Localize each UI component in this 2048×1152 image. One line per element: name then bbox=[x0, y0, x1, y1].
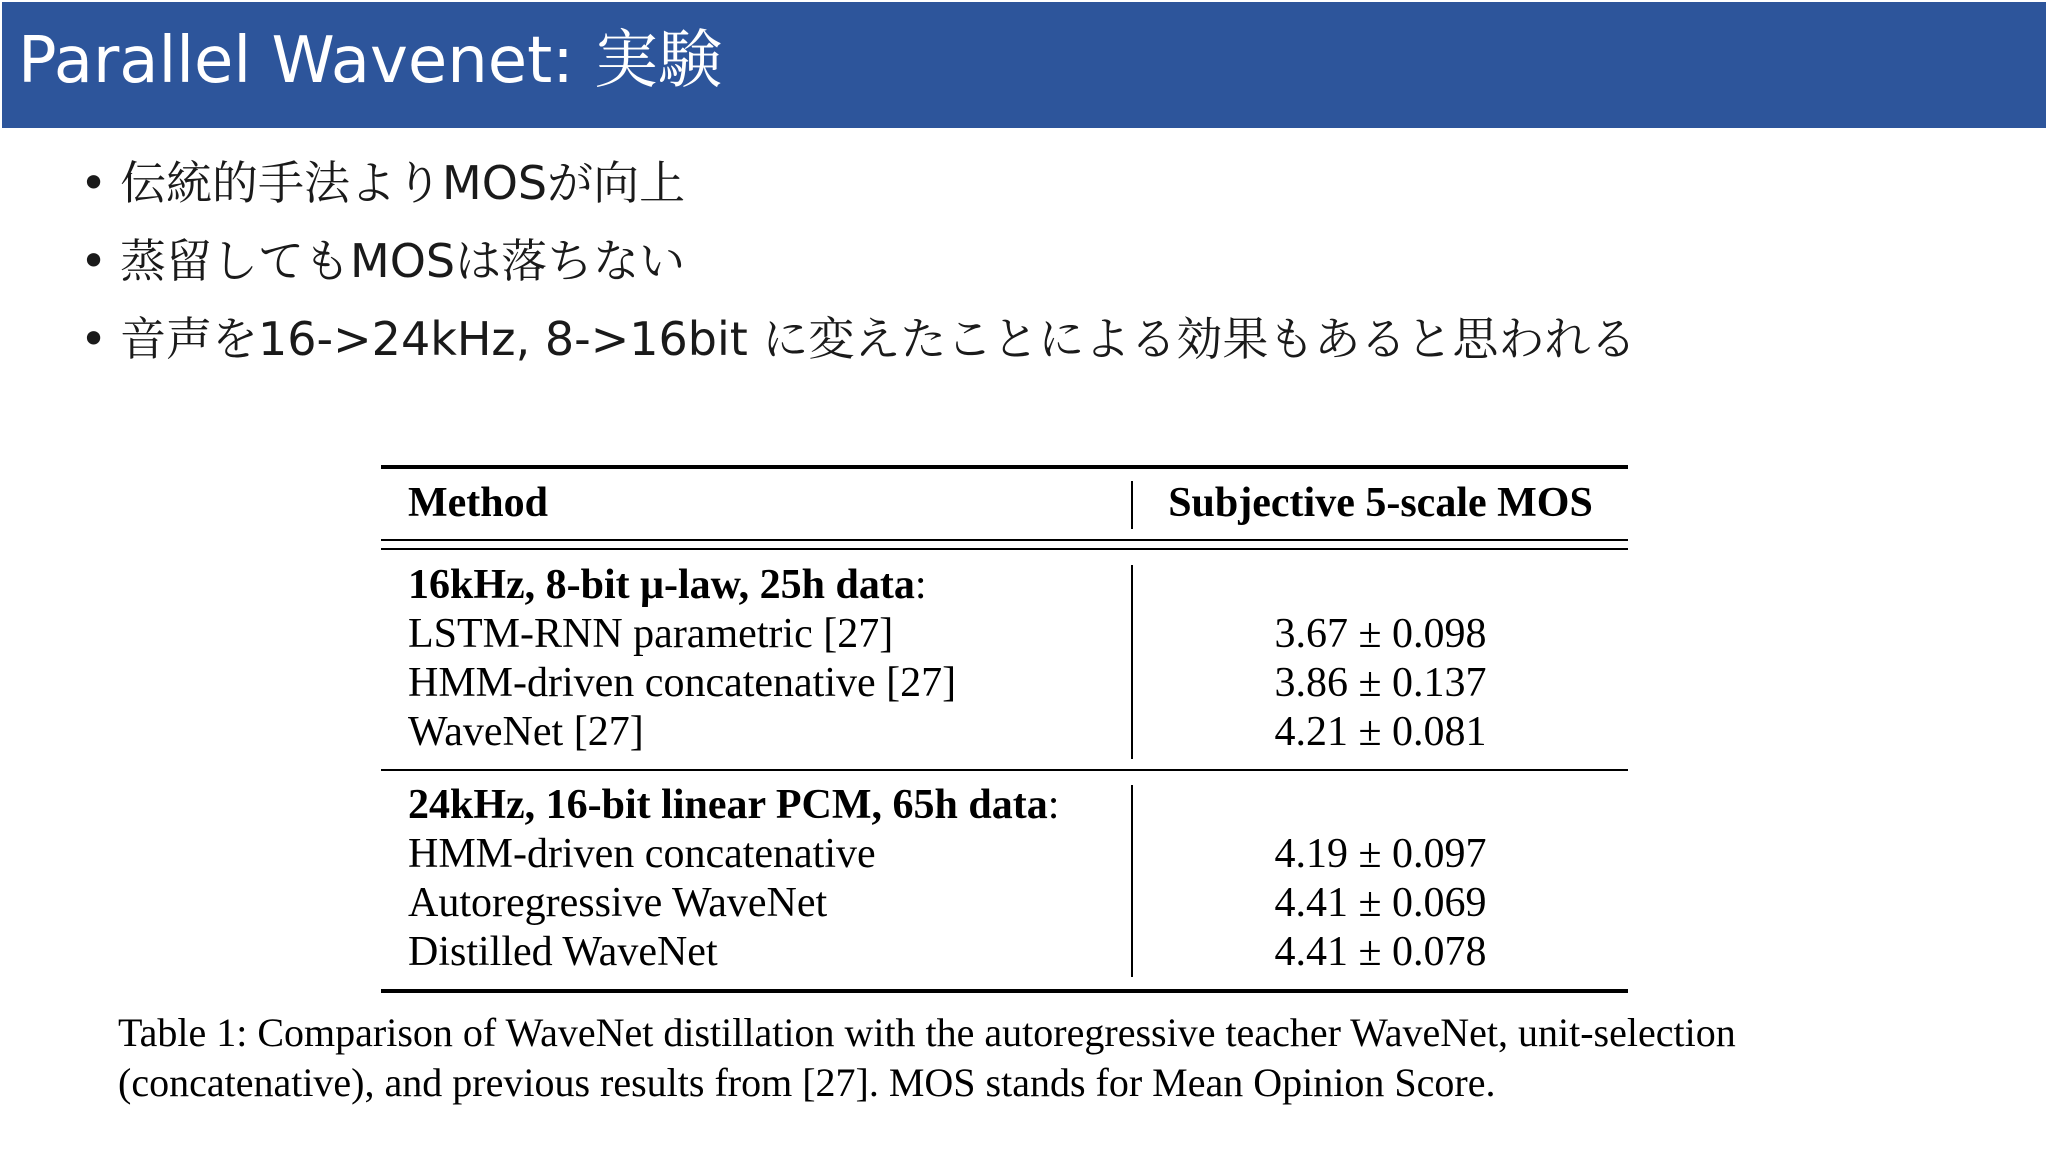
bullet-text: 伝統的手法よりMOSが向上 bbox=[120, 156, 686, 210]
group-heading-label: 24kHz, 16-bit linear PCM, 65h data bbox=[408, 782, 1048, 828]
bullet-dot: • bbox=[80, 156, 108, 210]
bullet-text: 音声を16->24kHz, 8->16bit に変えたことによる効果もあると思われる bbox=[120, 312, 1637, 366]
group-heading bbox=[408, 781, 1059, 829]
method-cell: WaveNet [27] bbox=[408, 709, 644, 755]
method-cell: HMM-driven concatenative [27] bbox=[408, 660, 957, 706]
header-method: Method bbox=[408, 480, 548, 526]
bullet-dot: • bbox=[80, 234, 108, 288]
table-top-rule bbox=[381, 465, 1628, 469]
group-heading-label: 16kHz, 8-bit μ-law, 25h data bbox=[408, 562, 915, 608]
bullet-item bbox=[80, 306, 1636, 384]
mos-cell: 4.41 ± 0.078 bbox=[1274, 929, 1487, 975]
group-separator-rule bbox=[381, 769, 1628, 771]
bullet-dot: • bbox=[80, 312, 108, 366]
header-rule-1 bbox=[381, 539, 1628, 541]
mos-cell: 4.41 ± 0.069 bbox=[1274, 880, 1487, 926]
mos-cell: 4.19 ± 0.097 bbox=[1274, 831, 1487, 877]
bullet-text: 蒸留してもMOSは落ちない bbox=[120, 234, 686, 288]
group-heading bbox=[408, 561, 927, 609]
mos-cell: 4.21 ± 0.081 bbox=[1274, 709, 1487, 755]
bullet-item bbox=[80, 228, 1636, 306]
group-heading-colon: : bbox=[914, 562, 927, 608]
group-heading-colon: : bbox=[1047, 782, 1060, 828]
caption-line: Table 1: Comparison of WaveNet distillation with the autoregressive teacher WaveNet, unit-selection bbox=[118, 1010, 1736, 1055]
mos-cell: 3.86 ± 0.137 bbox=[1274, 660, 1487, 706]
bullet-item bbox=[80, 150, 1636, 228]
method-cell: LSTM-RNN parametric [27] bbox=[408, 611, 894, 657]
mos-cell: 3.67 ± 0.098 bbox=[1274, 611, 1487, 657]
bullet-list bbox=[80, 150, 1636, 384]
method-cell: Distilled WaveNet bbox=[408, 929, 718, 975]
method-cell: HMM-driven concatenative bbox=[408, 831, 876, 877]
table-bottom-rule bbox=[381, 989, 1628, 993]
header-mos: Subjective 5-scale MOS bbox=[1168, 480, 1593, 526]
slide-title: Parallel Wavenet: 実験 bbox=[18, 24, 723, 98]
header-rule-2 bbox=[381, 548, 1628, 550]
method-cell: Autoregressive WaveNet bbox=[408, 880, 828, 926]
table-caption bbox=[118, 1008, 1998, 1108]
caption-line: (concatenative), and previous results from [27]. MOS stands for Mean Opinion Score. bbox=[118, 1060, 1496, 1105]
title-bar bbox=[2, 2, 2046, 128]
